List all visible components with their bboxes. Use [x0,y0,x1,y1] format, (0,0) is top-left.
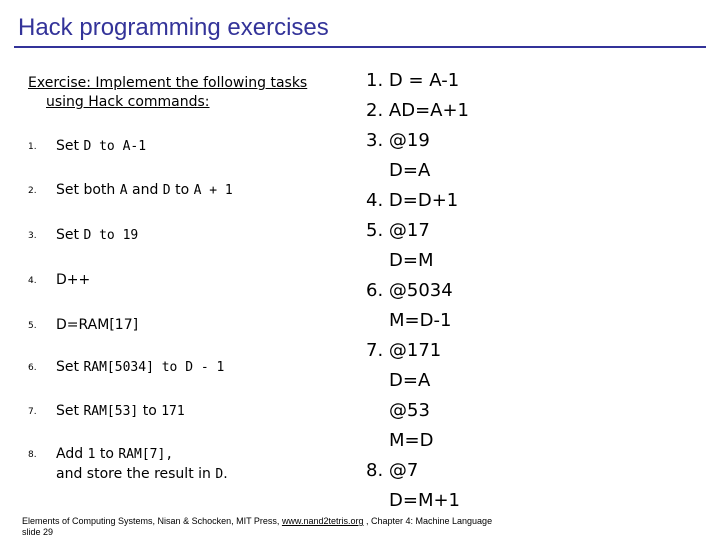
footer-link[interactable]: www.nand2tetris.org [281,516,364,526]
answer-line: D=A [389,160,431,181]
text-run: to [95,446,119,462]
code-run: RAM[5034] [83,360,154,375]
exercise-number: 1. [28,142,37,152]
answer-line: @53 [389,400,430,421]
text-run: Set [56,227,84,243]
exercise-text [56,225,138,246]
exercise-text [56,444,173,465]
text-run: to [170,182,194,198]
answer-line: 1. D = A-1 [366,70,460,91]
code-run: to [91,139,123,154]
exercise-number: 8. [28,450,37,460]
footer-text: Elements of Computing Systems, Nisan & Schocken, MIT Press, [22,516,282,526]
text-run: . [223,466,228,482]
code-run: RAM[7], [118,447,174,462]
text-run: Add [56,446,88,462]
exercise-number: 7. [28,407,37,417]
code-run: D [215,467,224,482]
footer-text: , Chapter 4: Machine Language [363,516,493,526]
text-run: and store the result in [56,466,216,482]
exercise-intro [28,74,348,112]
exercise-text [56,180,233,201]
answer-line: 8. @7 [366,460,419,481]
code-run: D [162,183,171,198]
title-underline [14,46,706,48]
exercise-text [56,136,146,157]
text-run: Set [56,138,84,154]
answer-line: D=A [389,370,431,391]
exercise-number: 5. [28,321,37,331]
exercise-number: 3. [28,231,37,241]
text-run: Set [56,403,84,419]
code-run: RAM[53] [83,404,139,419]
code-run: D [83,228,92,243]
slide-footer [22,516,492,538]
code-run: D [83,139,92,154]
answer-line: 7. @171 [366,340,442,361]
exercise-text [56,315,138,335]
answer-line: M=D-1 [389,310,452,331]
answer-line: 4. D=D+1 [366,190,459,211]
exercise-text [56,401,185,422]
intro-line-1: Exercise: Implement the following tasks [28,75,308,91]
exercise-number: 4. [28,276,37,286]
intro-line-2: using Hack commands: [46,94,210,110]
footer-citation [22,516,492,527]
answer-line: D=M [389,250,434,271]
code-run: 171 [161,404,185,419]
answer-line: M=D [389,430,434,451]
exercise-number: 2. [28,186,37,196]
answer-line: 5. @17 [366,220,430,241]
exercise-text [56,357,224,378]
code-run: D - 1 [185,360,225,375]
code-run: A + 1 [193,183,233,198]
text-run: D=RAM[17] [56,317,139,333]
code-run: 19 [122,228,139,243]
exercise-text-line-2 [56,464,228,485]
code-run: to [153,360,186,375]
answer-line: 3. @19 [366,130,430,151]
text-run: Set both [56,182,120,198]
answer-line: 6. @5034 [366,280,453,301]
answer-line: 2. AD=A+1 [366,100,469,121]
code-run: A [119,183,128,198]
exercise-text [56,270,90,290]
slide-title: Hack programming exercises [18,14,329,41]
text-run: D++ [56,272,91,288]
exercise-number: 6. [28,363,37,373]
text-run: to [138,403,162,419]
code-run: 1 [87,447,96,462]
text-run: Set [56,359,84,375]
text-run: and [127,182,163,198]
slide-number: slide 29 [22,527,54,537]
code-run: to [91,228,123,243]
code-run: A-1 [122,139,147,154]
answer-line: D=M+1 [389,490,461,511]
